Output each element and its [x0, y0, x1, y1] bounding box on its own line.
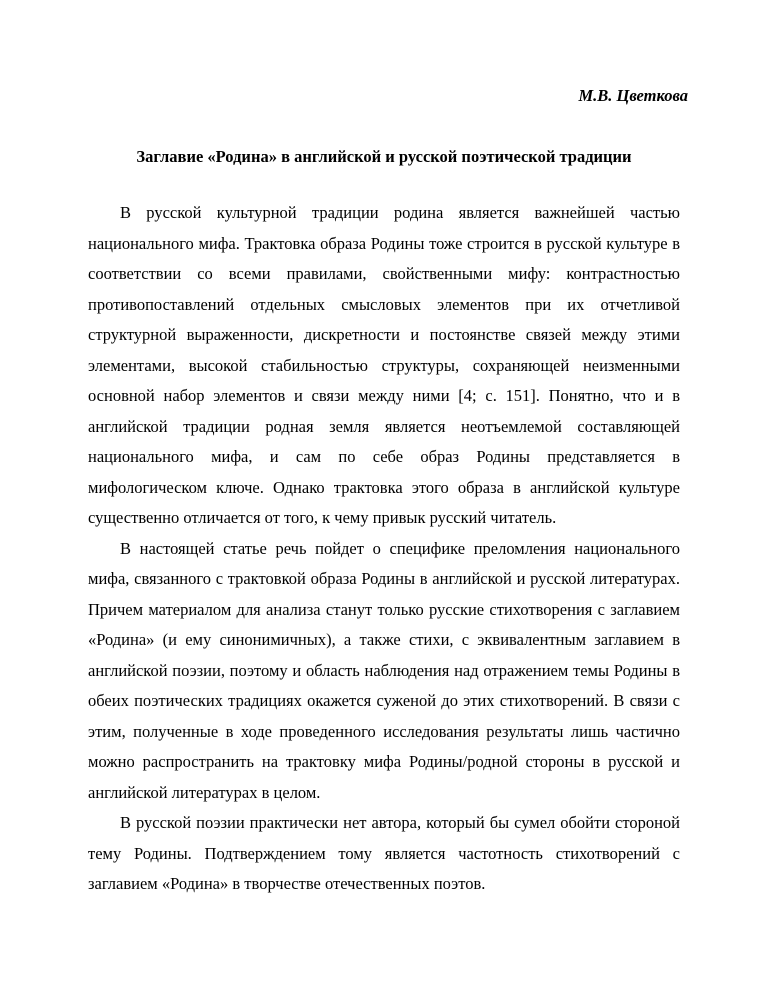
paragraph-3: В русской поэзии практически нет автора, который бы сумел обойти стороной тему Родины. Подтверждением тому является частотность стихотворений с заглавием «Родина» в творчестве отечественных поэтов. — [88, 813, 680, 893]
article-title: Заглавие «Родина» в английской и русской поэтической традиции — [136, 147, 632, 166]
article-body — [88, 198, 680, 900]
paragraph-1: В русской культурной традиции родина является важнейшей частью национального мифа. Трактовка образа Родины тоже строится в русской культуре в соответствии со всеми правилами, свойственными мифу: контрастностью противопоставлений отдельных смысловых элементов при их отчетливой структурной выраженности, дискретности и постоянстве связей между этими элементами, высокой стабильностью структуры, сохраняющей неизменными основной набор элементов и связи между ними [4; с. 151]. Понятно, что и в английской традиции родная земля является неотъемлемой составляющей национального мифа, и сам по себе образ Родины представляется в мифологическом ключе. Однако трактовка этого образа в английской культуре существенно отличается от того, к чему привык русский читатель. — [88, 203, 680, 527]
author-name: М.В. Цветкова — [578, 86, 688, 105]
paragraph-2: В настоящей статье речь пойдет о специфике преломления национального мифа, связанного с трактовкой образа Родины в английской и русской литературах. Причем материалом для анализа станут только русские стихотворения с заглавием «Родина» (и ему синонимичных), а также стихи, с эквивалентным заглавием в английской поэзии, поэтому и область наблюдения над отражением темы Родины в обеих поэтических традициях окажется суженой до этих стихотворений. В связи с этим, полученные в ходе проведенного исследования результаты лишь частично можно распространить на трактовку мифа Родины/родной стороны в русской и английской литературах в целом. — [88, 538, 680, 802]
